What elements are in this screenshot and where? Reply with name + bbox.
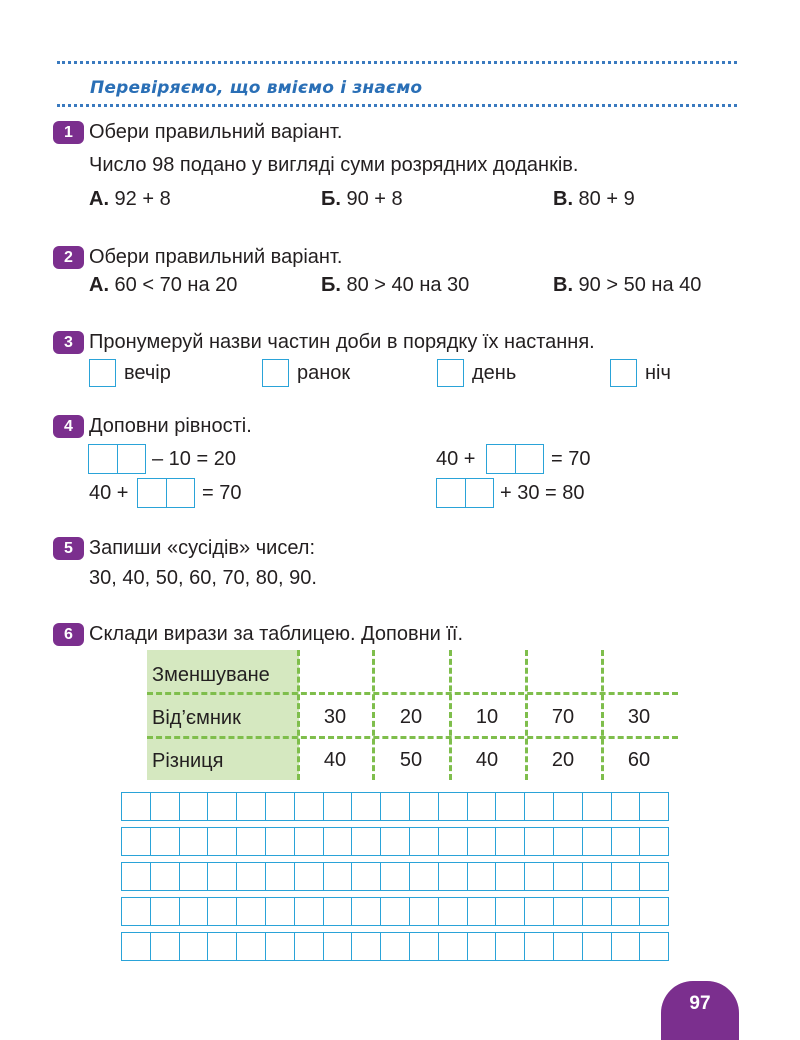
task-3-answer-box-2[interactable] bbox=[262, 359, 289, 387]
task-4-eq4-answer-box[interactable] bbox=[436, 478, 494, 508]
task-1-option-a: А. 92 + 8 bbox=[89, 188, 171, 210]
page-number: 97 bbox=[661, 981, 739, 1040]
task-3-item-2: ранок bbox=[297, 362, 351, 384]
writing-grid-row[interactable] bbox=[121, 827, 669, 856]
table-col-divider-4 bbox=[525, 650, 528, 780]
difference-cell: 20 bbox=[551, 749, 575, 771]
difference-cell: 40 bbox=[323, 749, 347, 771]
task-1-option-c: В. 80 + 9 bbox=[553, 188, 635, 210]
subtrahend-cell: 10 bbox=[475, 706, 499, 728]
task-2-option-c: В. 90 > 50 на 40 bbox=[553, 274, 702, 296]
table-col-divider-5 bbox=[601, 650, 604, 780]
table-col-divider-2 bbox=[372, 650, 375, 780]
difference-cell: 40 bbox=[475, 749, 499, 771]
task-4-eq4-text: + 30 = 80 bbox=[500, 482, 585, 504]
subtrahend-cell: 30 bbox=[627, 706, 651, 728]
subtrahend-cell: 30 bbox=[323, 706, 347, 728]
table-divider-2 bbox=[147, 736, 678, 739]
task-4-eq3-prefix: 40 + bbox=[89, 482, 129, 504]
header-bottom-dotted-line bbox=[57, 104, 737, 107]
difference-cell: 60 bbox=[627, 749, 651, 771]
subtrahend-cell: 20 bbox=[399, 706, 423, 728]
task-4-eq2-prefix: 40 + bbox=[436, 448, 476, 470]
writing-grid-row[interactable] bbox=[121, 932, 669, 961]
task-4-eq2-suffix: = 70 bbox=[551, 448, 591, 470]
task-3-item-1: вечір bbox=[124, 362, 171, 384]
subtrahend-cell: 70 bbox=[551, 706, 575, 728]
task-6-instruction: Склади вирази за таблицею. Доповни її. bbox=[89, 623, 464, 645]
table-col-divider-1 bbox=[297, 650, 300, 780]
task-1-option-b: Б. 90 + 8 bbox=[321, 188, 403, 210]
task-4-eq3-answer-box[interactable] bbox=[137, 478, 195, 508]
section-title: Перевіряємо, що вміємо і знаємо bbox=[90, 78, 423, 98]
task-1-question: Число 98 подано у вигляді суми розрядних доданків. bbox=[89, 154, 579, 176]
task-3-answer-box-4[interactable] bbox=[610, 359, 637, 387]
header-top-dotted-line bbox=[57, 61, 737, 64]
table-col-divider-3 bbox=[449, 650, 452, 780]
task-4-instruction: Доповни рівності. bbox=[89, 415, 252, 437]
task-5-instruction: Запиши «сусідів» чисел: bbox=[89, 537, 316, 559]
table-row-label-subtrahend: Від’ємник bbox=[152, 707, 241, 729]
writing-grid-row[interactable] bbox=[121, 897, 669, 926]
task-3-answer-box-3[interactable] bbox=[437, 359, 464, 387]
task-1-number: 1 bbox=[53, 121, 84, 144]
task-1-instruction: Обери правильний варіант. bbox=[89, 121, 343, 143]
task-2-option-b: Б. 80 > 40 на 30 bbox=[321, 274, 470, 296]
task-4-eq3-suffix: = 70 bbox=[202, 482, 242, 504]
table-row-label-minuend: Зменшуване bbox=[152, 664, 270, 686]
task-5-numbers: 30, 40, 50, 60, 70, 80, 90. bbox=[89, 567, 317, 589]
task-3-item-3: день bbox=[472, 362, 517, 384]
task-6-number: 6 bbox=[53, 623, 84, 646]
task-5-number: 5 bbox=[53, 537, 84, 560]
task-4-eq2-answer-box[interactable] bbox=[486, 444, 544, 474]
task-4-eq1-text: – 10 = 20 bbox=[152, 448, 236, 470]
writing-grid-row[interactable] bbox=[121, 792, 669, 821]
table-divider-1 bbox=[147, 692, 678, 695]
task-4-eq1-answer-box[interactable] bbox=[88, 444, 146, 474]
table-row-label-difference: Різниця bbox=[152, 750, 224, 772]
task-3-instruction: Пронумеруй назви частин доби в порядку їх настання. bbox=[89, 331, 595, 353]
task-2-instruction: Обери правильний варіант. bbox=[89, 246, 343, 268]
task-3-answer-box-1[interactable] bbox=[89, 359, 116, 387]
task-2-option-a: А. 60 < 70 на 20 bbox=[89, 274, 238, 296]
difference-cell: 50 bbox=[399, 749, 423, 771]
task-3-item-4: ніч bbox=[645, 362, 671, 384]
task-3-number: 3 bbox=[53, 331, 84, 354]
task-2-number: 2 bbox=[53, 246, 84, 269]
writing-grid-row[interactable] bbox=[121, 862, 669, 891]
task-4-number: 4 bbox=[53, 415, 84, 438]
